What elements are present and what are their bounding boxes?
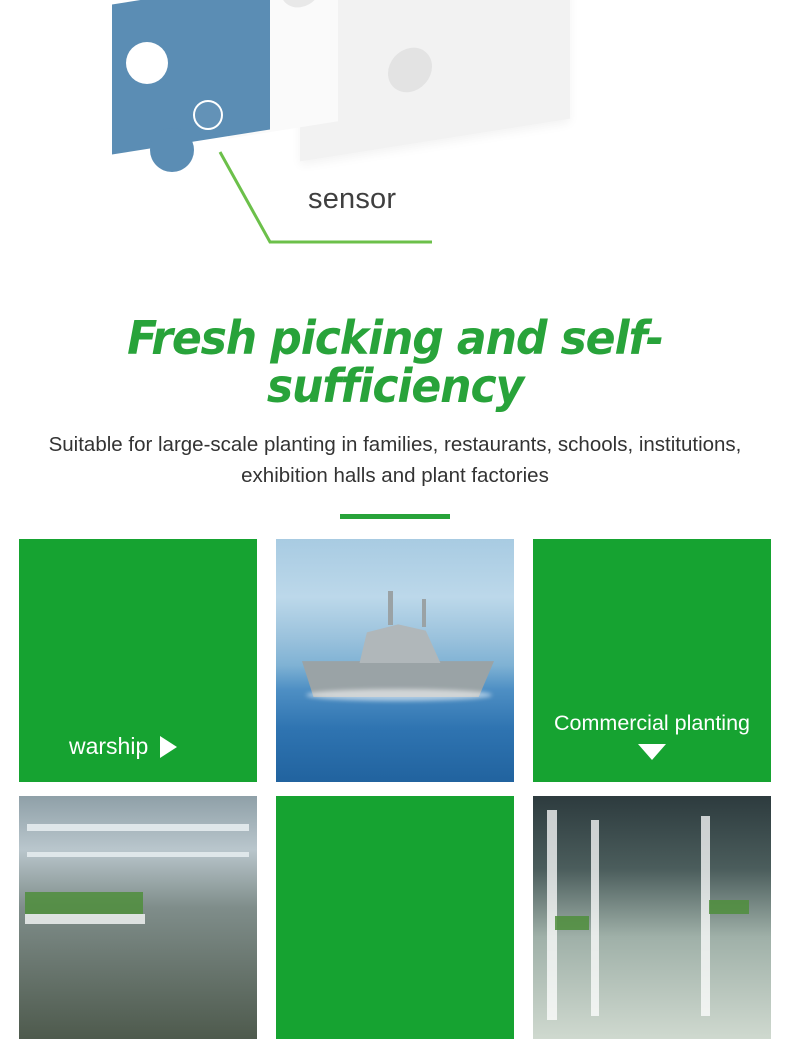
tile-green-blank[interactable] [276,796,514,1039]
puzzle-tab-icon [150,128,194,172]
tile-grid [0,539,790,1039]
play-triangle-right-icon [160,736,177,758]
grow-rack-shape [547,810,557,1020]
tile-label-text: warship [69,733,149,760]
tile-label-block [533,711,771,760]
section-divider [340,514,450,519]
grow-rack-shape [701,816,710,1016]
tile-greenhouse-a[interactable] [19,796,257,1039]
page-title: Fresh picking and self-sufficiency [127,311,663,414]
headline-section [0,311,790,519]
plant-row-shape [555,916,589,930]
ship-wake-shape [306,689,492,701]
ship-mast-icon [422,599,426,627]
tile-warship-label[interactable] [19,539,257,782]
plant-row-shape [25,892,143,914]
grow-rack-shape [25,914,145,924]
plant-row-shape [709,900,749,914]
leader-line-icon [200,110,440,250]
tile-label-text: Commercial planting [554,711,750,736]
greenhouse-beam-shape [27,852,249,857]
sensor-annotation-label: sensor [308,183,397,215]
tile-warship-photo[interactable] [276,539,514,782]
hero-illustration [0,0,790,300]
triangle-down-icon [638,744,666,760]
ship-mast-icon [388,591,393,625]
grow-rack-shape [591,820,599,1016]
page-subtitle: Suitable for large-scale planting in families, restaurants, schools, institutions, exhibition halls and plant factories [48,432,742,488]
tile-label-row [69,733,177,760]
greenhouse-beam-shape [27,824,249,831]
ship-superstructure-shape [354,619,446,663]
tile-greenhouse-b[interactable] [533,796,771,1039]
puzzle-notch-icon [126,42,168,84]
tile-commercial-planting[interactable] [533,539,771,782]
